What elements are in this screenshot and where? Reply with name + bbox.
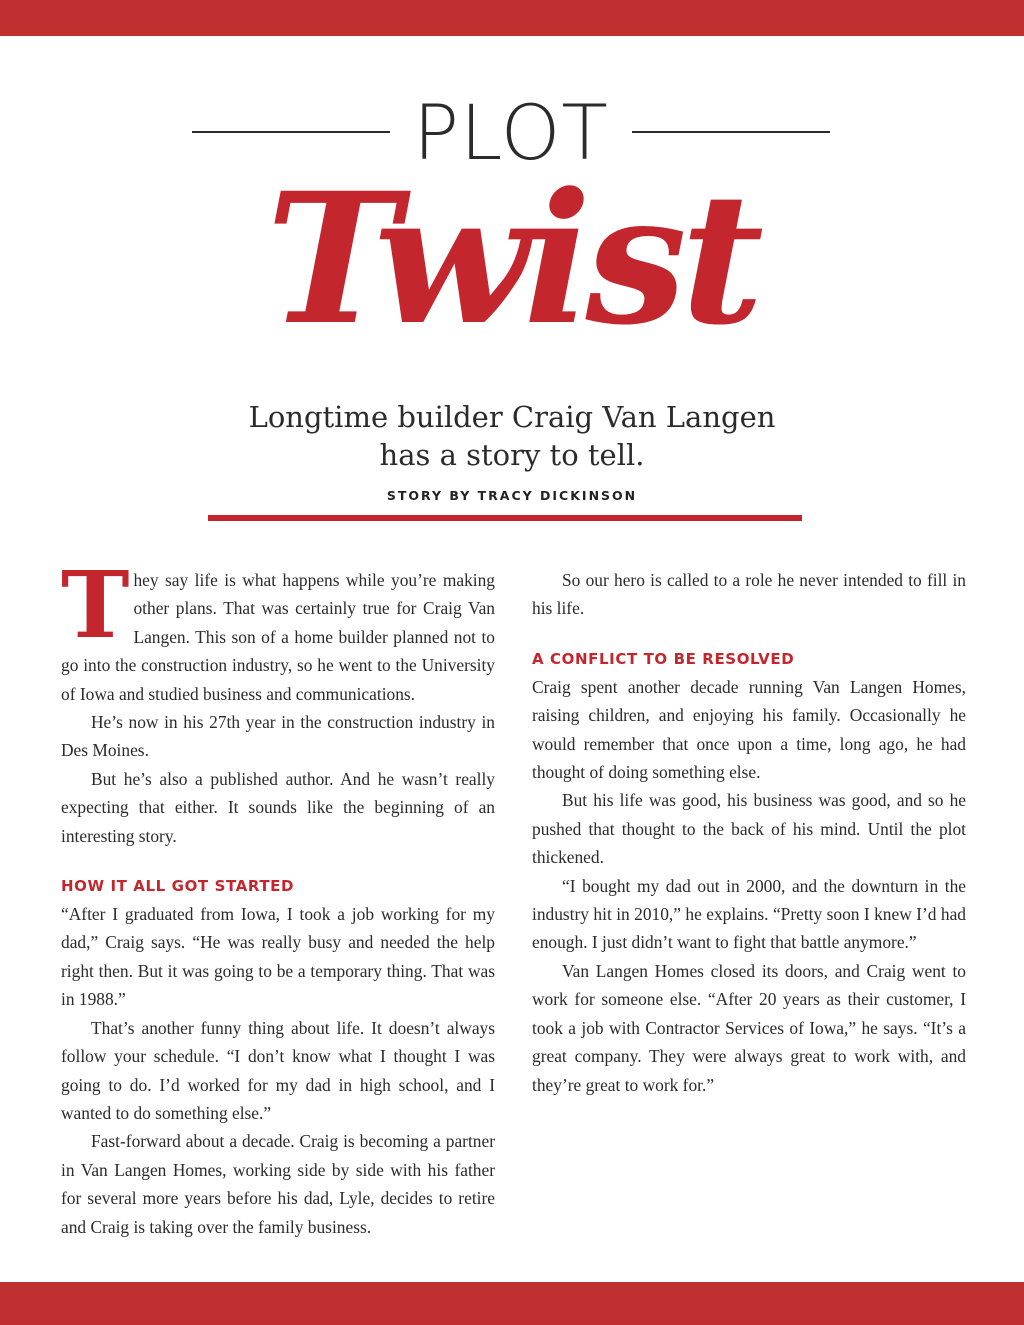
article-paragraph <box>61 551 495 708</box>
byline: STORY BY TRACY DICKINSON <box>386 488 638 503</box>
title-kicker: PLOT <box>413 88 609 177</box>
section-heading: A CONFLICT TO BE RESOLVED <box>532 649 795 668</box>
top-color-band <box>0 0 1024 36</box>
subtitle-line-2: has a story to tell. <box>379 438 645 472</box>
kicker-rule-right <box>632 131 830 133</box>
article-paragraph: He’s now in his 27th year in the construction industry in Des Moines. <box>61 712 495 761</box>
article-column-right <box>532 566 966 1099</box>
intro-paragraph-text: hey say life is what happens while you’re making other plans. That was certainly true for Craig Van Langen. This son of a home builder planned not to go into the construction industry, so he went to the University of Iowa and studied business and communications. <box>61 570 495 704</box>
subtitle-line-1: Longtime builder Craig Van Langen <box>248 400 776 434</box>
article-paragraph: That’s another funny thing about life. It doesn’t always follow your schedule. “I don’t know what I thought I was going to do. I’d worked for my dad in high school, and I wanted to do something else.” <box>61 1017 495 1123</box>
article-paragraph: But he’s also a published author. And he wasn’t really expecting that either. It sounds like the beginning of an interesting story. <box>61 768 495 846</box>
article-paragraph: So our hero is called to a role he never intended to fill in his life. <box>532 570 966 619</box>
article-paragraph: “After I graduated from Iowa, I took a job working for my dad,” Craig says. “He was really busy and needed the help right then. But it was going to be a temporary thing. That was in 1988.” <box>61 904 495 1010</box>
article-paragraph: Van Langen Homes closed its doors, and Craig went to work for someone else. “After 20 years as their customer, I took a job with Contractor Services of Iowa,” he says. “It’s a great company. They were always great to work with, and they’re great to work for.” <box>532 960 966 1095</box>
section-heading: HOW IT ALL GOT STARTED <box>61 877 295 896</box>
kicker-rule-left <box>192 131 390 133</box>
subtitle <box>212 398 812 474</box>
article-paragraph: But his life was good, his business was good, and so he pushed that thought to the back of his mind. Until the plot thickened. <box>532 790 966 868</box>
bottom-color-band <box>0 1282 1024 1325</box>
drop-cap: T <box>61 551 130 659</box>
article-paragraph: Craig spent another decade running Van Langen Homes, raising children, and enjoying his family. Occasionally he would remember that once upon a time, long ago, he had thought of doing something else. <box>532 676 966 783</box>
article-paragraph: Fast-forward about a decade. Craig is becoming a partner in Van Langen Homes, working side by side with his father for several more years before his dad, Lyle, decides to retire and Craig is taking over the family business. <box>61 1131 495 1237</box>
byline-rule <box>208 515 802 521</box>
article-paragraph: “I bought my dad out in 2000, and the downturn in the industry hit in 2010,” he explains. “Pretty soon I knew I’d had enough. I just didn’t want to fight that battle anymore.” <box>532 875 966 953</box>
article-column-left <box>61 551 495 1241</box>
main-title: Twist <box>266 154 758 365</box>
